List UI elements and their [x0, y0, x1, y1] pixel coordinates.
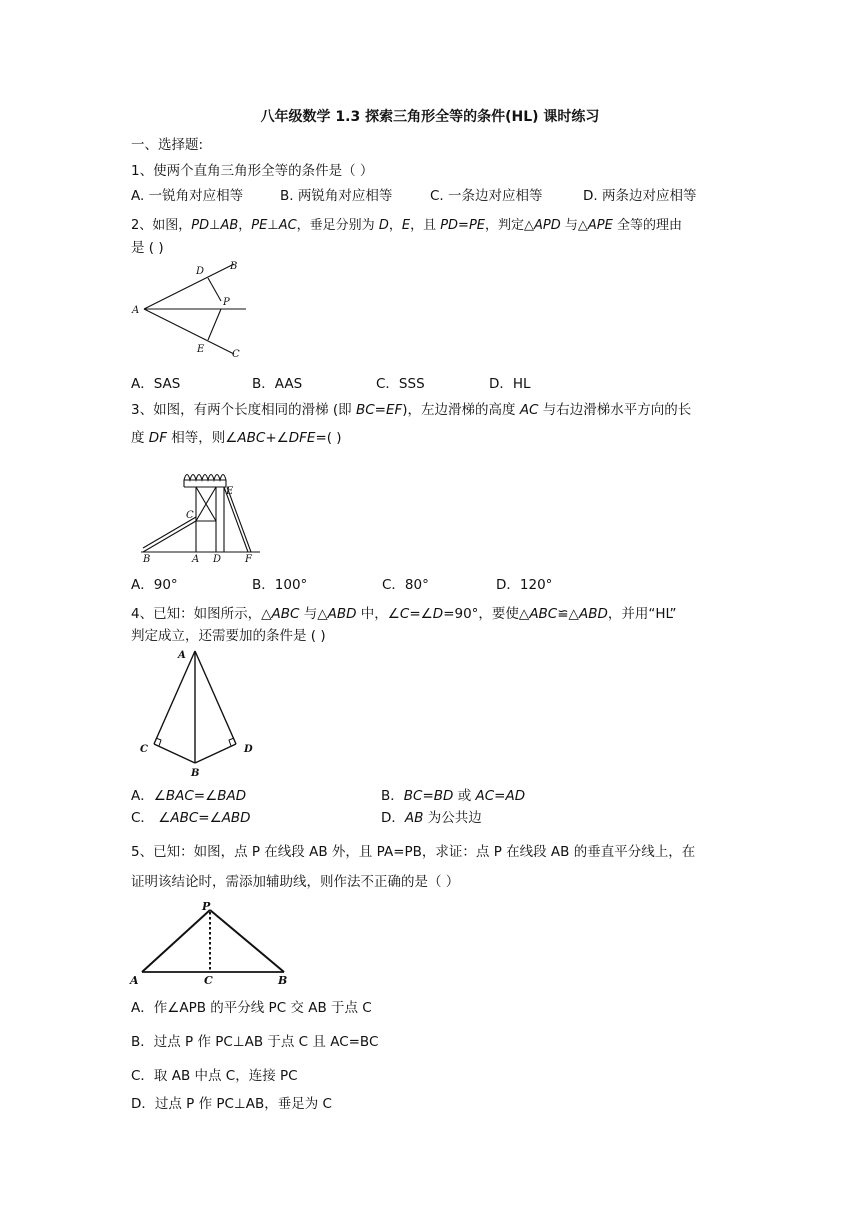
q4-option-a: A．∠BAC=∠BAD — [131, 788, 247, 804]
q2-figure — [128, 258, 248, 360]
q3-label-a: A — [192, 554, 200, 565]
page-title: 八年级数学 1.3 探索三角形全等的条件(HL) 课时练习 — [260, 109, 600, 125]
q1-option-a: A. 一锐角对应相等 — [131, 188, 244, 204]
q3-option-b: B．100° — [252, 577, 308, 593]
q4-label-a: A — [178, 650, 186, 661]
q3-stem: 3、如图，有两个长度相同的滑梯 (即 BC=EF)，左边滑梯的高度 AC 与右边滑梯水平方向的长 — [131, 402, 692, 418]
q5-label-b: B — [278, 974, 288, 987]
q5-label-c: C — [204, 974, 213, 987]
q3-option-c: C．80° — [382, 577, 429, 593]
q4-option-b: B．BC=BD 或 AC=AD — [381, 788, 526, 804]
q4-label-c: C — [140, 744, 148, 755]
q5-option-c: C．取 AB 中点 C，连接 PC — [131, 1068, 298, 1084]
q4-label-d: D — [244, 744, 253, 755]
q5-stem: 5、已知：如图，点 P 在线段 AB 外，且 PA=PB，求证：点 P 在线段 AB 的垂直平分线上，在 — [131, 844, 696, 860]
q2-option-b: B．AAS — [252, 376, 303, 392]
q3-stem-line2: 度 DF 相等，则∠ABC+∠DFE=( ) — [131, 430, 342, 446]
q2-option-c: C．SSS — [376, 376, 425, 392]
section-heading: 一、选择题: — [131, 137, 204, 153]
q5-figure — [128, 898, 298, 990]
q2-stem-line2: 是 ( ) — [131, 240, 164, 256]
q4-option-c: C． ∠ABC=∠ABD — [131, 810, 251, 826]
q3-label-d: D — [213, 554, 222, 565]
q1-option-b: B. 两锐角对应相等 — [280, 188, 393, 204]
q5-label-a: A — [130, 974, 139, 987]
q3-label-b: B — [143, 554, 151, 565]
q4-stem-line2: 判定成立，还需要加的条件是 ( ) — [131, 628, 326, 644]
q2-stem: 2、如图，PD⊥AB，PE⊥AC，垂足分别为 D，E，且 PD=PE，判定△APD 与△APE 全等的理由 — [131, 218, 682, 233]
q3-label-f: F — [245, 554, 252, 565]
q1-option-c: C. 一条边对应相等 — [430, 188, 543, 204]
q4-figure — [136, 646, 260, 780]
q5-option-d: D．过点 P 作 PC⊥AB，垂足为 C — [131, 1096, 332, 1112]
q4-option-d: D．AB 为公共边 — [381, 810, 482, 826]
q3-figure — [138, 461, 262, 565]
q3-option-a: A．90° — [131, 577, 178, 593]
q5-label-p: P — [202, 900, 211, 913]
q5-option-b: B．过点 P 作 PC⊥AB 于点 C 且 AC=BC — [131, 1034, 379, 1050]
q2-label-b: B — [230, 261, 238, 272]
q4-label-b: B — [191, 768, 200, 779]
q2-label-a: A — [132, 305, 140, 316]
q2-option-d: D．HL — [489, 376, 531, 392]
q2-label-c: C — [232, 349, 240, 360]
q5-stem-line2: 证明该结论时，需添加辅助线，则作法不正确的是（ ） — [131, 874, 460, 890]
q5-option-a: A．作∠APB 的平分线 PC 交 AB 于点 C — [131, 1000, 372, 1016]
q3-option-d: D．120° — [496, 577, 553, 593]
q2-label-p: P — [223, 297, 230, 308]
q2-label-d: D — [196, 266, 205, 277]
q4-stem: 4、已知：如图所示，△ABC 与△ABD 中，∠C=∠D=90°，要使△ABC≌△ABD，并用“HL” — [131, 606, 677, 622]
q2-option-a: A．SAS — [131, 376, 181, 392]
q1-stem: 1、使两个直角三角形全等的条件是（ ） — [131, 163, 374, 179]
q3-label-c: C — [186, 510, 194, 521]
q2-label-e: E — [197, 344, 205, 355]
q3-label-e: E — [226, 486, 234, 497]
q1-option-d: D. 两条边对应相等 — [583, 188, 697, 204]
